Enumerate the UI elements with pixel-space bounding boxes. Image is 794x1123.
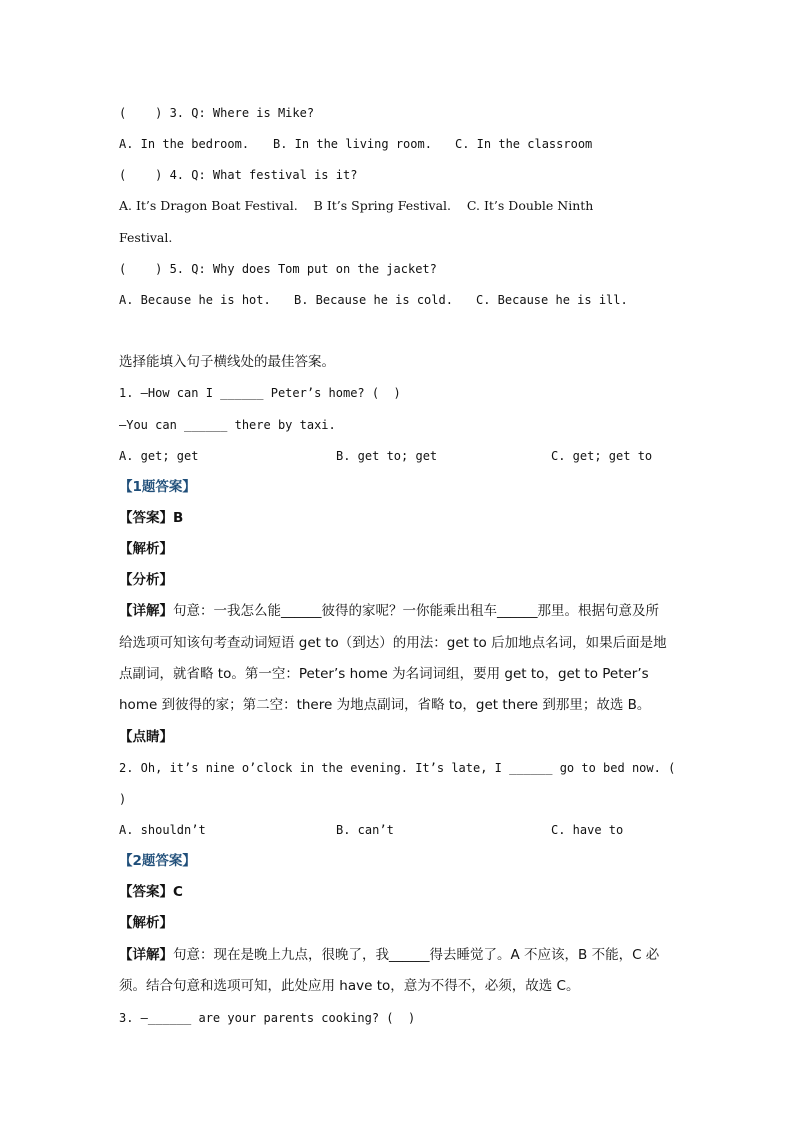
listening-q4-stem: ( ) 4. Q: What festival is it? (119, 168, 358, 182)
q1-detail-line4: home 到彼得的家；第二空：there 为地点副词，省略 to，get there 到那里；故选 B。 (119, 697, 651, 713)
q1-answer-tag: 【1题答案】 (119, 479, 196, 495)
q2-detail-line2: 须。结合句意和选项可知，此处应用 have to，意为不得不，必须，故选 C。 (119, 978, 580, 994)
q1-option-b: B. get to; get (336, 449, 438, 463)
listening-q5-option-b: B. Because he is cold. (294, 293, 453, 307)
q1-analysis-label: 【解析】 (119, 541, 173, 557)
q1-option-c: C. get; get to (551, 449, 653, 463)
listening-q5-option-c: C. Because he is ill. (476, 293, 628, 307)
listening-q4-options: A. It’s Dragon Boat Festival. B It’s Spring Festival. C. It’s Double Ninth (119, 198, 594, 213)
q2-answer: 【答案】C (119, 884, 183, 900)
q1-fenxi-label: 【分析】 (119, 572, 173, 588)
listening-q3-stem: ( ) 3. Q: Where is Mike? (119, 106, 315, 120)
q2-option-a: A. shouldn’t (119, 823, 206, 837)
q1-dianjing-label: 【点睛】 (119, 729, 173, 745)
q2-line2: ) (119, 792, 127, 806)
q1-detail-line2: 给选项可知该句考查动词短语 get to（到达）的用法：get to 后加地点名词，如果后面是地 (119, 635, 667, 651)
q2-detail-line1: 【详解】句意：现在是晚上九点，很晚了，我______得去睡觉了。A 不应该，B 不能，C 必 (119, 947, 660, 963)
q2-line1: 2. Oh, it’s nine o’clock in the evening. It’s late, I ______ go to bed now. ( (119, 761, 676, 775)
listening-q3-option-a: A. In the bedroom. (119, 137, 250, 151)
listening-q3-option-b: B. In the living room. (273, 137, 432, 151)
q2-option-b: B. can’t (336, 823, 394, 837)
q3-line1: 3. —______ are your parents cooking? ( ) (119, 1011, 416, 1025)
q2-answer-tag: 【2题答案】 (119, 853, 196, 869)
q1-option-a: A. get; get (119, 449, 199, 463)
listening-q5-stem: ( ) 5. Q: Why does Tom put on the jacket? (119, 262, 437, 276)
q2-option-c: C. have to (551, 823, 624, 837)
listening-q5-option-a: A. Because he is hot. (119, 293, 271, 307)
section-title: 选择能填入句子横线处的最佳答案。 (119, 354, 335, 370)
q1-answer: 【答案】B (119, 510, 184, 526)
listening-q3-option-c: C. In the classroom (455, 137, 593, 151)
q1-detail-line1: 【详解】句意：一我怎么能______彼得的家呢？一你能乘出租车______那里。根据句意及所 (119, 603, 659, 619)
listening-q4-options-cont: Festival. (119, 230, 173, 245)
q2-analysis-label: 【解析】 (119, 915, 173, 931)
q1-line2: —You can ______ there by taxi. (119, 418, 336, 432)
q1-detail-line3: 点副词，就省略 to。第一空：Peter’s home 为名词词组，要用 get to，get to Peter’s (119, 666, 649, 682)
q1-line1: 1. —How can I ______ Peter’s home? ( ) (119, 386, 401, 400)
